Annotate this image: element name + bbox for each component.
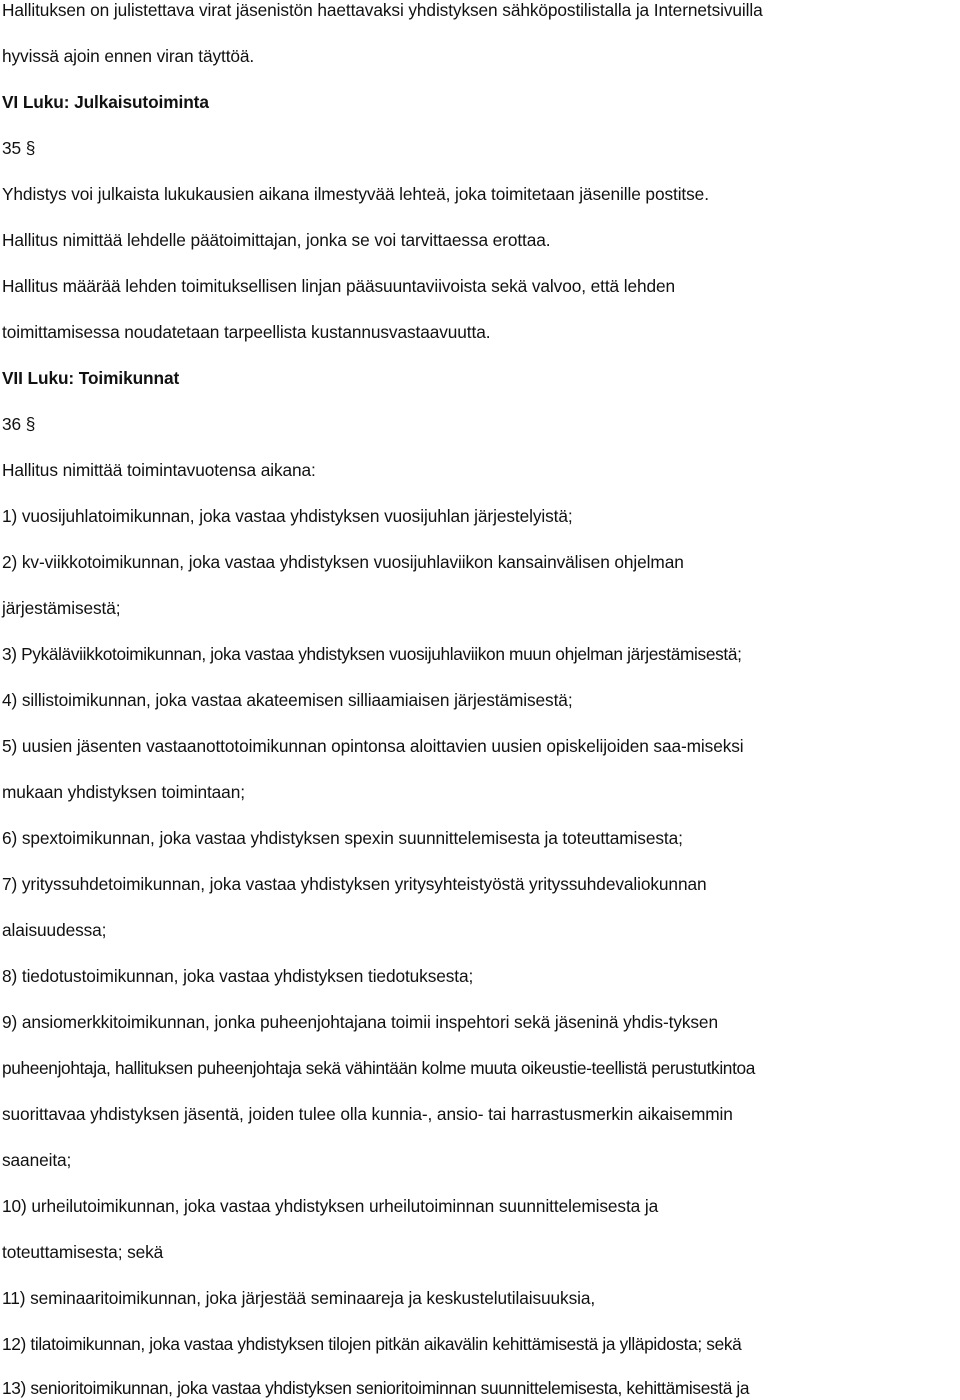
list-item: 4) sillistoimikunnan, joka vastaa akateemisen silliaamiaisen järjestämisestä; — [2, 690, 573, 710]
list-item: 11) seminaaritoimikunnan, joka järjestää seminaareja ja keskustelutilaisuuksia, — [2, 1288, 596, 1308]
list-item: 10) urheilutoimikunnan, joka vastaa yhdistyksen urheilutoiminnan suunnittelemisesta ja — [2, 1196, 659, 1216]
paragraph-line: Yhdistys voi julkaista lukukausien aikana ilmestyvää lehteä, joka toimitetaan jäsenille postitse. — [2, 184, 709, 204]
paragraph-line: hyvissä ajoin ennen viran täyttöä. — [2, 46, 255, 66]
list-item: 6) spextoimikunnan, joka vastaa yhdistyksen spexin suunnittelemisesta ja toteuttamisesta; — [2, 828, 683, 848]
list-item-continuation: saaneita; — [2, 1150, 72, 1170]
chapter-heading: VI Luku: Julkaisutoiminta — [2, 92, 209, 112]
section-number: 35 § — [2, 138, 36, 158]
paragraph-line: toimittamisessa noudatetaan tarpeellista kustannusvastaavuutta. — [2, 322, 491, 342]
list-item: 7) yrityssuhdetoimikunnan, joka vastaa yhdistyksen yritysyhteistyöstä yrityssuhdevaliokunnan — [2, 874, 707, 894]
list-item: 1) vuosijuhlatoimikunnan, joka vastaa yhdistyksen vuosijuhlan järjestelyistä; — [2, 506, 573, 526]
list-item-continuation: suorittavaa yhdistyksen jäsentä, joiden tulee olla kunnia-, ansio- tai harrastusmerkin aikaisemmin — [2, 1104, 733, 1124]
list-item-continuation: mukaan yhdistyksen toimintaan; — [2, 782, 245, 802]
list-item: 13) senioritoimikunnan, joka vastaa yhdistyksen senioritoiminnan suunnittelemisesta, kehittämisestä ja — [2, 1378, 750, 1398]
paragraph-line: Hallitus nimittää lehdelle päätoimittajan, jonka se voi tarvittaessa erottaa. — [2, 230, 551, 250]
list-item-continuation: järjestämisestä; — [2, 598, 121, 618]
list-item: 12) tilatoimikunnan, joka vastaa yhdistyksen tilojen pitkän aikavälin kehittämisestä ja ylläpidosta; sekä — [2, 1334, 742, 1354]
chapter-heading: VII Luku: Toimikunnat — [2, 368, 180, 388]
paragraph-line: Hallitus nimittää toimintavuotensa aikana: — [2, 460, 316, 480]
section-number: 36 § — [2, 414, 36, 434]
paragraph-line: Hallituksen on julistettava virat jäsenistön haettavaksi yhdistyksen sähköpostilistalla ja Internetsivuilla — [2, 0, 763, 20]
paragraph-line: Hallitus määrää lehden toimituksellisen linjan pääsuuntaviivoista sekä valvoo, että lehden — [2, 276, 676, 296]
list-item: 9) ansiomerkkitoimikunnan, jonka puheenjohtajana toimii inspehtori sekä jäseninä yhdis-tyksen — [2, 1012, 718, 1032]
list-item: 2) kv-viikkotoimikunnan, joka vastaa yhdistyksen vuosijuhlaviikon kansainvälisen ohjelman — [2, 552, 684, 572]
list-item: 8) tiedotustoimikunnan, joka vastaa yhdistyksen tiedotuksesta; — [2, 966, 474, 986]
list-item-continuation: puheenjohtaja, hallituksen puheenjohtaja sekä vähintään kolme muuta oikeustie-teellistä perustutkintoa — [2, 1058, 756, 1078]
list-item: 3) Pykäläviikkotoimikunnan, joka vastaa yhdistyksen vuosijuhlaviikon muun ohjelman järjestämisestä; — [2, 644, 742, 664]
list-item: 5) uusien jäsenten vastaanottotoimikunnan opintonsa aloittavien uusien opiskelijoiden saa-miseksi — [2, 736, 744, 756]
list-item-continuation: alaisuudessa; — [2, 920, 107, 940]
list-item-continuation: toteuttamisesta; sekä — [2, 1242, 164, 1262]
